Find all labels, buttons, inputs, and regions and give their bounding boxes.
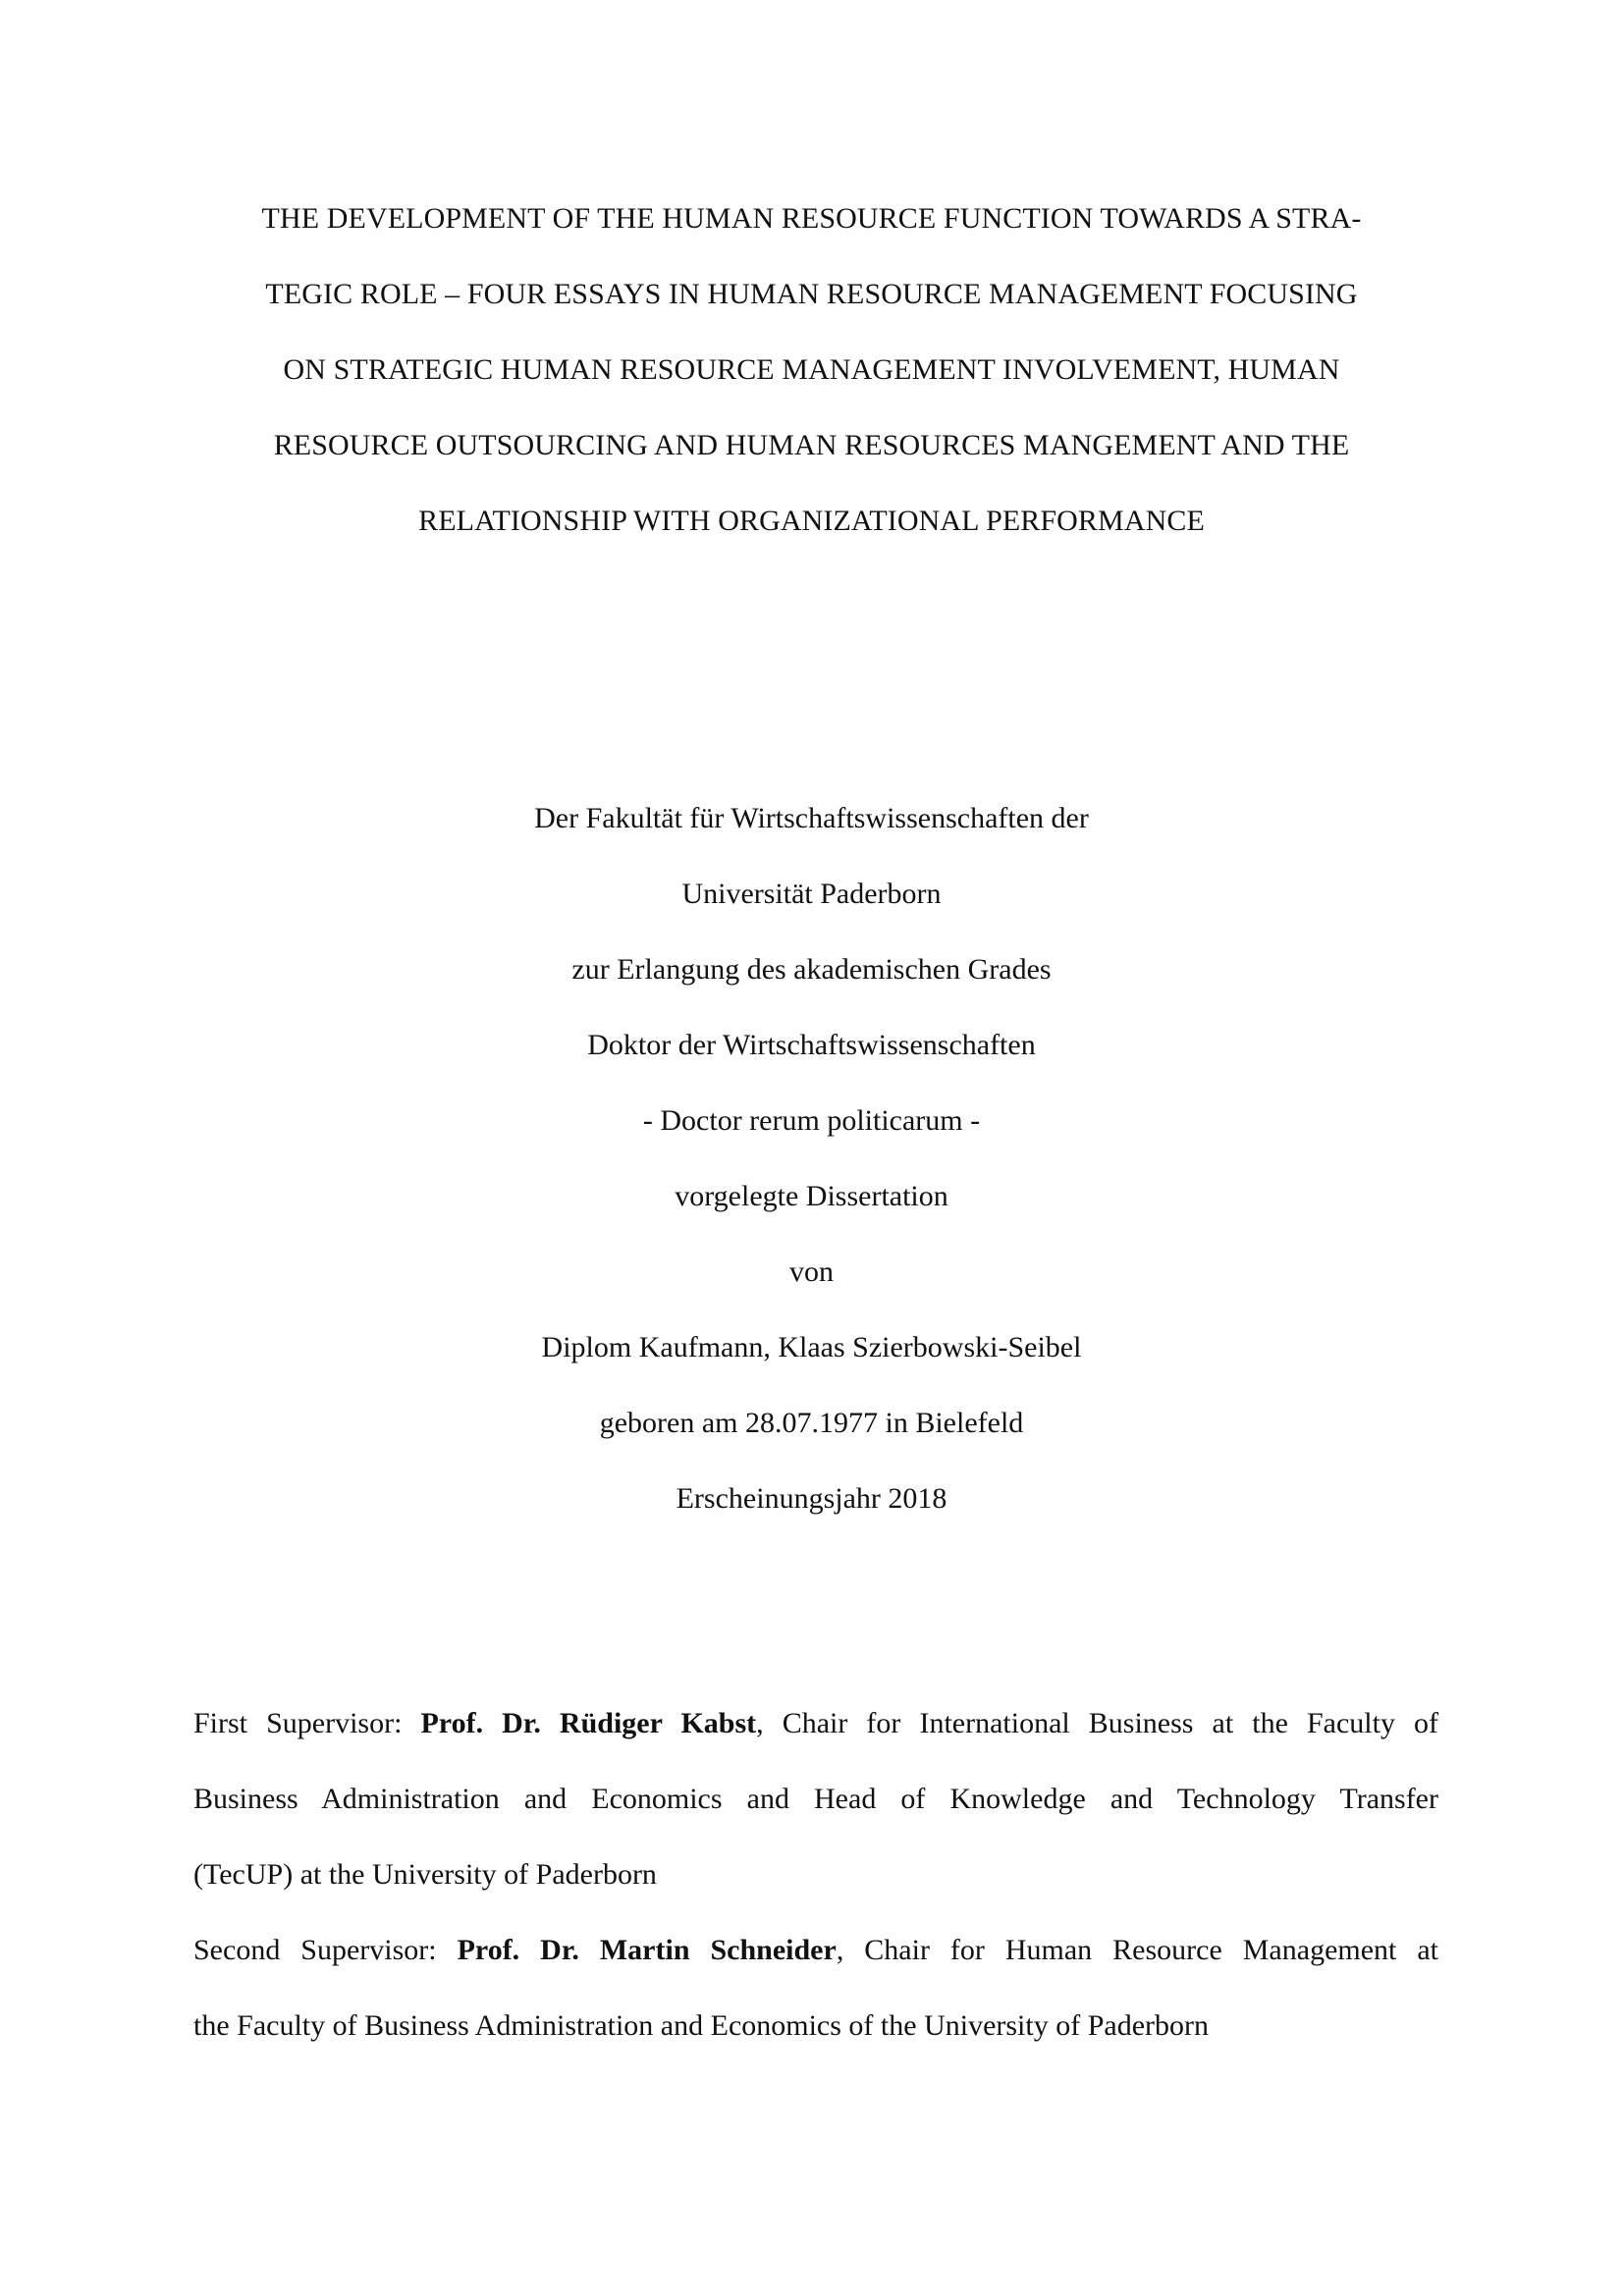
title-line: RESOURCE OUTSOURCING AND HUMAN RESOURCES MANGEMENT AND THE [273, 429, 1350, 461]
title-line: RELATIONSHIP WITH ORGANIZATIONAL PERFORMANCE [418, 505, 1205, 537]
faculty-statement [295, 780, 1328, 1536]
first-supervisor-desc: , Chair for International Business at the Faculty of [756, 1707, 1438, 1739]
faculty-line: vorgelegte Dissertation [675, 1180, 948, 1212]
second-supervisor-desc: , Chair for Human Resource Management at [836, 1934, 1438, 1966]
second-supervisor-line-1 [193, 1912, 1438, 1988]
title-line: THE DEVELOPMENT OF THE HUMAN RESOURCE FUNCTION TOWARDS A STRA- [261, 202, 1362, 235]
title-line: TEGIC ROLE – FOUR ESSAYS IN HUMAN RESOURCE MANAGEMENT FOCUSING [265, 278, 1358, 310]
publication-year-line: Erscheinungsjahr 2018 [676, 1482, 947, 1515]
second-supervisor-name: Prof. Dr. Martin Schneider [457, 1934, 837, 1966]
birth-line: geboren am 28.07.1977 in Bielefeld [599, 1407, 1024, 1439]
supervisors-section [193, 1685, 1438, 2063]
first-supervisor-line-1 [193, 1685, 1438, 1761]
first-supervisor-line-2: Business Administration and Economics and Head of Knowledge and Technology Transfer [193, 1783, 1438, 1815]
first-supervisor-name: Prof. Dr. Rüdiger Kabst [420, 1707, 757, 1739]
first-supervisor-line-3: (TecUP) at the University of Paderborn [193, 1858, 657, 1891]
faculty-line: Der Fakultät für Wirtschaftswissenschaften der [534, 802, 1089, 834]
author-line: Diplom Kaufmann, Klaas Szierbowski-Seibel [541, 1331, 1082, 1363]
faculty-line: - Doctor rerum politicarum - [642, 1104, 981, 1137]
first-supervisor-label: First Supervisor: [193, 1707, 421, 1739]
second-supervisor-label: Second Supervisor: [193, 1934, 458, 1966]
faculty-line: zur Erlangung des akademischen Grades [571, 953, 1052, 986]
faculty-line: von [789, 1255, 834, 1288]
dissertation-title [147, 181, 1476, 559]
faculty-line: Universität Paderborn [681, 878, 942, 910]
second-supervisor-line-2: the Faculty of Business Administration and Economics of the University of Paderborn [193, 2009, 1210, 2042]
title-line: ON STRATEGIC HUMAN RESOURCE MANAGEMENT INVOLVEMENT, HUMAN [283, 353, 1340, 386]
faculty-line: Doktor der Wirtschaftswissenschaften [587, 1029, 1036, 1061]
